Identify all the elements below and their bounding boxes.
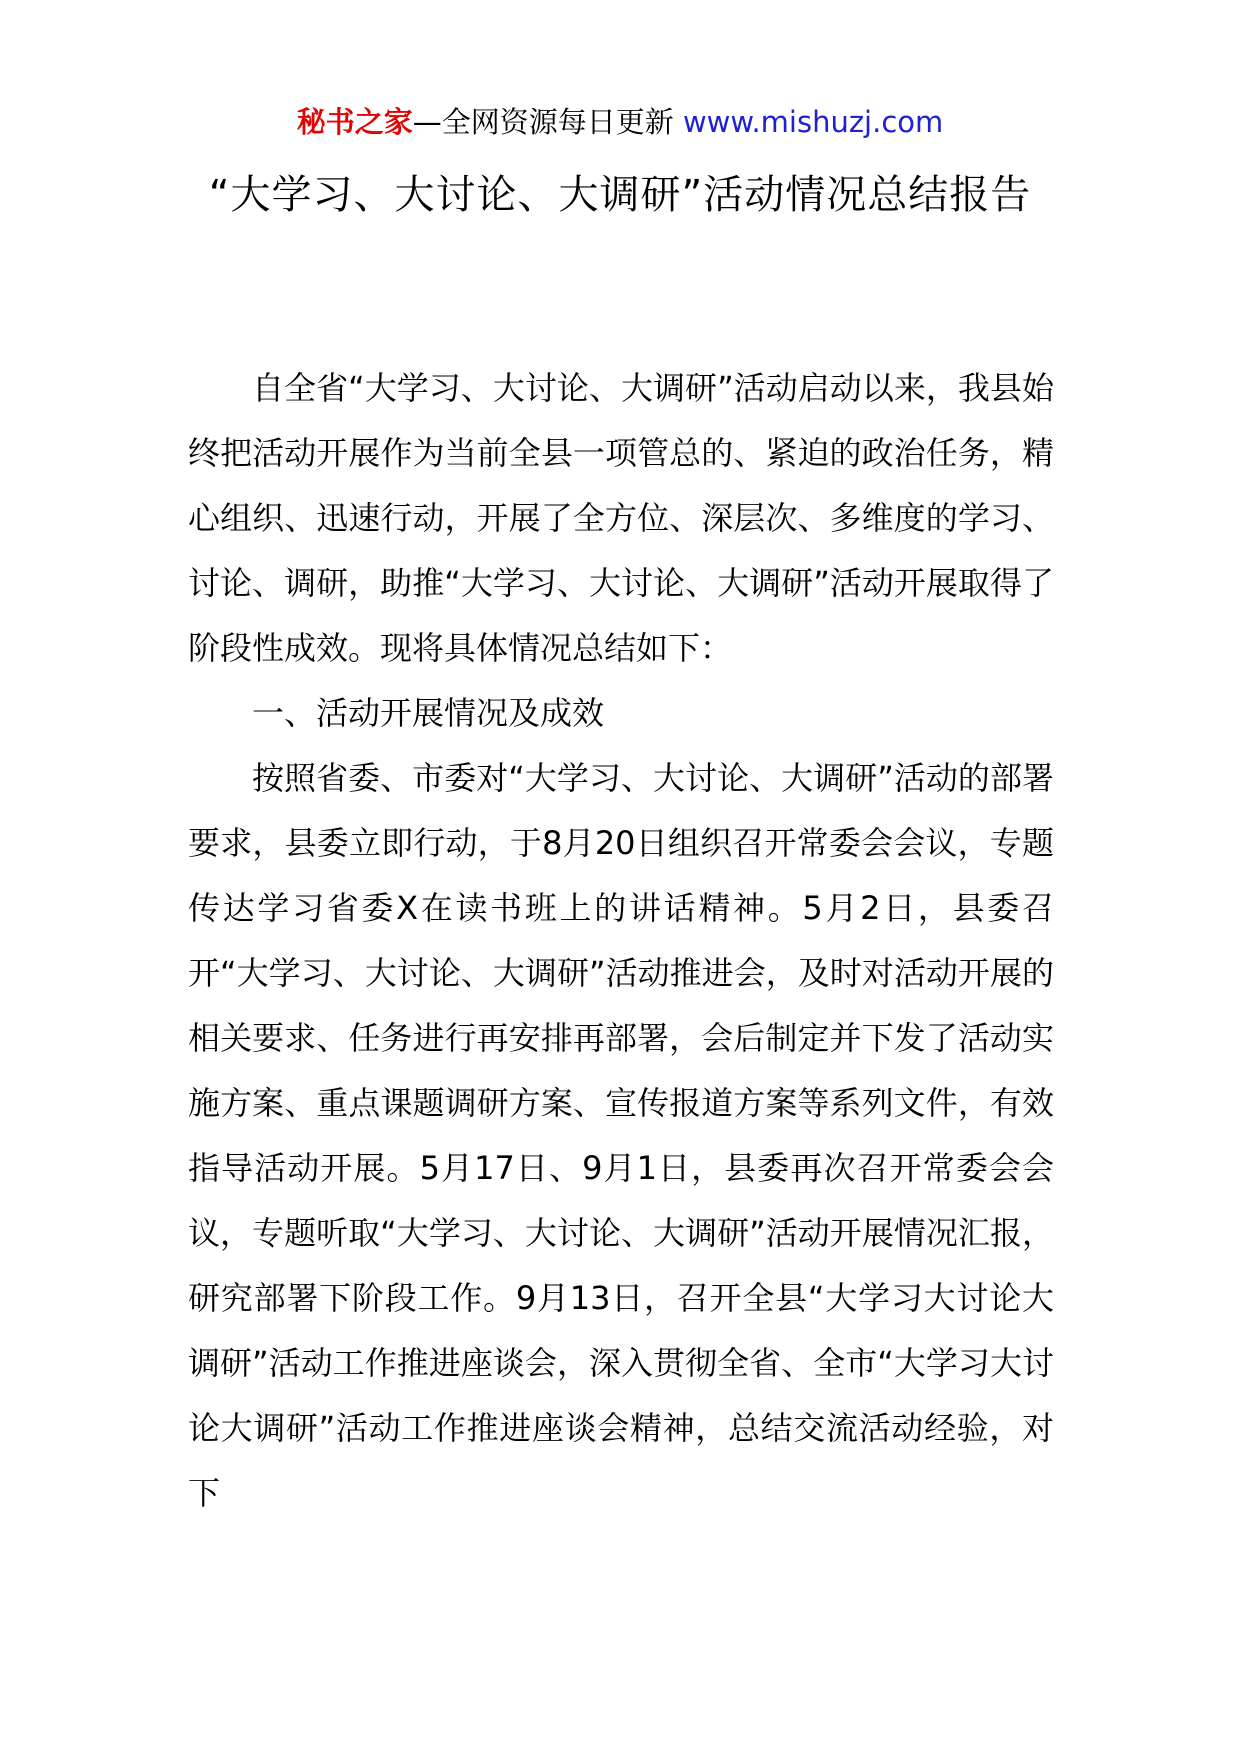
site-url-link[interactable]: www.mishuzj.com [682,105,944,139]
section-heading: 一、活动开展情况及成效 [252,694,605,732]
paragraph-activities: 按照省委、市委对“大学习、大讨论、大调研”活动的部署要求，县委立即行动，于8月20日组织召开常委会会议，专题传达学习省委X在读书班上的讲话精神。5月2日，县委召开“大学习、大讨论、大调研”活动推进会，及时对活动开展的相关要求、任务进行再安排再部署，会后制定并下发了活动实施方案、重点课题调研方案、宣传报道方案等系列文件，有效指导活动开展。5月17日、9月1日，县委再次召开常委会会议，专题听取“大学习、大讨论、大调研”活动开展情况汇报，研究部署下阶段工作。9月13日，召开全县“大学习大讨论大调研”活动工作推进座谈会，深入贯彻全省、全市“大学习大讨论大调研”活动工作推进座谈会精神，总结交流活动经验，对下 [188,759,1054,1512]
document-body [188,356,1054,1526]
paragraph-intro: 自全省“大学习、大讨论、大调研”活动启动以来，我县始终把活动开展作为当前全县一项管总的、紧迫的政治任务，精心组织、迅速行动，开展了全方位、深层次、多维度的学习、讨论、调研，助推“大学习、大讨论、大调研”活动开展取得了阶段性成效。现将具体情况总结如下： [188,369,1054,667]
site-header [0,100,1240,144]
site-brand: 秘书之家 [296,105,413,139]
site-tagline: —全网资源每日更新 [412,105,683,139]
document-title: “大学习、大讨论、大调研”活动情况总结报告 [208,172,1032,218]
